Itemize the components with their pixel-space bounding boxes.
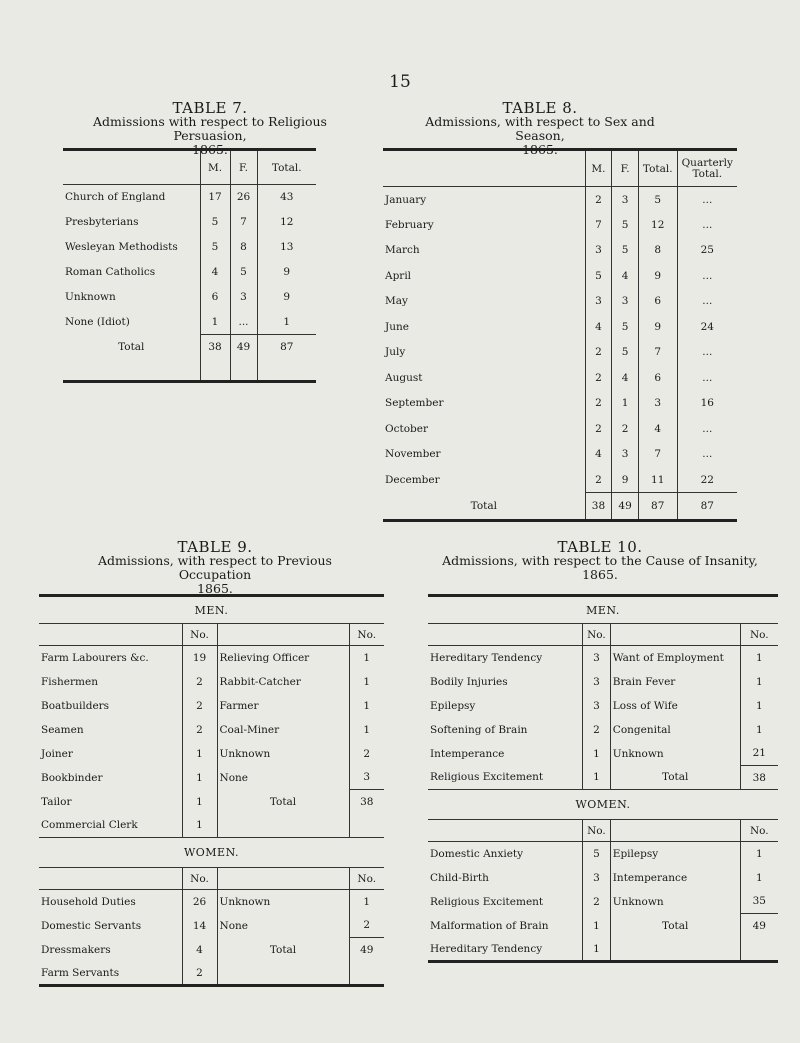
cell-no: 1 [363,723,371,736]
cell-no: 1 [755,723,763,736]
row-label: Hereditary Tendency [428,938,583,962]
table-row [428,890,778,914]
row-label: September [383,391,585,417]
cell-quarterly: ... [702,269,713,282]
table-row [428,914,778,938]
table-8-year: 1865. [522,142,558,157]
cell-no: 1 [755,871,763,884]
cell-total: 8 [638,238,677,264]
table-row [428,694,778,718]
header-no-left: No. [182,868,217,890]
row-label: June [383,314,585,340]
table-10-year: 1865. [582,567,618,582]
cell-total: 13 [280,241,294,253]
cell-f: 4 [612,365,639,391]
row-label: Roman Catholics [63,260,200,285]
table-row [63,285,316,310]
row-label: Seamen [39,718,182,742]
row-label: Household Duties [39,890,182,914]
table-9-year: 1865. [197,581,233,596]
cell-m: 5 [200,210,230,235]
table-row [428,938,778,962]
header-total: Total. [257,150,316,185]
cell-f: ... [230,310,257,335]
women-heading: WOMEN. [39,838,384,868]
table-row [428,742,778,766]
table-9 [39,594,384,987]
table-10-caption [410,540,790,582]
cell-quarterly: ... [702,346,713,359]
row-label: Coal-Miner [217,718,349,742]
cell-m: 3 [585,238,612,264]
row-label: July [383,340,585,366]
empty-cell [740,938,778,962]
empty-cell [349,814,384,838]
cell-total: 7 [638,340,677,366]
row-label: Bookbinder [39,766,182,790]
cell-f: 5 [612,238,639,264]
cell-no: 5 [583,842,611,866]
total-value: 38 [349,790,384,814]
row-label: Presbyterians [63,210,200,235]
table-row [39,646,384,670]
header-quarterly: Quarterly Total. [677,150,737,187]
cell-f: 3 [612,442,639,468]
cell-no: 2 [182,670,217,694]
cell-quarterly: ... [702,371,713,384]
cell-total: 3 [638,391,677,417]
empty-cell [349,962,384,986]
cell-f: 1 [612,391,639,417]
cell-no: 2 [583,890,611,914]
table-row [383,340,737,366]
total-label: Total [217,938,349,962]
row-label: None [217,914,349,938]
total-t: 87 [638,493,677,521]
row-label: Commercial Clerk [39,814,182,838]
cell-m: 7 [585,212,612,238]
cell-no: 1 [755,699,763,712]
cell-no: 35 [752,895,766,908]
cell-no: 1 [583,914,611,938]
cell-m: 2 [585,467,612,493]
row-label: Child-Birth [428,866,583,890]
header-no-right: No. [349,868,384,890]
cell-total: 6 [638,289,677,315]
row-label: None (Idiot) [63,310,200,335]
cell-f: 4 [612,263,639,289]
row-label: Loss of Wife [610,694,740,718]
total-value: 38 [740,766,778,790]
cell-quarterly: 24 [700,320,714,333]
cell-m: 4 [585,442,612,468]
table-10-title: TABLE 10. [557,538,643,556]
row-label: None [217,766,349,790]
table-row [383,467,737,493]
cell-total: 12 [280,216,294,228]
total-value: 49 [349,938,384,962]
row-label: Religious Excitement [428,766,583,790]
cell-f: 5 [612,340,639,366]
table-row [39,694,384,718]
men-heading: MEN. [428,596,778,624]
cell-no: 1 [182,814,217,838]
cell-total: 9 [283,266,291,278]
cell-m: 17 [200,185,230,210]
header-m: M. [200,150,230,185]
table-row [383,238,737,264]
cell-total: 43 [280,191,294,204]
total-q: 87 [677,493,737,521]
cell-quarterly: ... [702,218,713,231]
header-no-left: No. [583,820,611,842]
row-label: February [383,212,585,238]
table-row [383,314,737,340]
cell-total: 6 [638,365,677,391]
row-label: Farm Servants [39,962,182,986]
total-t: 87 [257,335,316,360]
row-label: Farm Labourers &c. [39,646,182,670]
cell-quarterly: 25 [700,244,714,257]
table-9-title: TABLE 9. [177,538,253,556]
table-row-total [383,493,737,521]
cell-no: 1 [583,766,611,790]
header-f: F. [230,150,257,185]
cell-no: 2 [363,919,371,932]
cell-no: 1 [363,651,371,664]
row-label: January [383,187,585,213]
cell-quarterly: ... [702,422,713,435]
cell-f: 3 [230,285,257,310]
cell-no: 3 [583,646,611,670]
cell-m: 2 [585,187,612,213]
row-label: November [383,442,585,468]
total-label: Total [383,493,585,521]
header-no-left: No. [182,624,217,646]
row-label: Malformation of Brain [428,914,583,938]
total-label: Total [610,914,740,938]
cell-f: 5 [612,314,639,340]
row-label: Brain Fever [610,670,740,694]
table-row [39,814,384,838]
cell-m: 5 [585,263,612,289]
header-m: M. [585,150,612,187]
cell-quarterly: 22 [700,473,714,486]
table-10-subtitle: Admissions, with respect to the Cause of Insanity, [442,553,758,568]
total-label: Total [610,766,740,790]
table-row [39,914,384,938]
table-row [39,766,384,790]
table-9-subtitle: Admissions, with respect to Previous Occupation [98,553,332,582]
row-label: Epilepsy [428,694,583,718]
cell-no: 1 [755,847,763,860]
table-row [428,646,778,670]
table-row [63,310,316,335]
cell-total: 9 [638,314,677,340]
cell-no: 2 [182,718,217,742]
cell-total: 4 [638,416,677,442]
empty-cell [610,938,740,962]
cell-no: 3 [363,771,371,784]
cell-f: 7 [230,210,257,235]
header-blank [63,150,200,185]
table-row [39,742,384,766]
table-row [383,391,737,417]
table-row [39,718,384,742]
row-label: Church of England [63,185,200,210]
table-row [383,263,737,289]
table-row [383,212,737,238]
row-label: Unknown [610,742,740,766]
row-label: Softening of Brain [428,718,583,742]
cell-total: 11 [638,467,677,493]
table-row [383,442,737,468]
row-label: Boatbuilders [39,694,182,718]
row-label: Domestic Servants [39,914,182,938]
table-7-year: 1865. [192,142,228,157]
row-label: April [383,263,585,289]
table-row [383,289,737,315]
total-m: 38 [585,493,612,521]
table-row-total [63,335,316,360]
table-8 [383,148,737,522]
cell-no: 1 [182,742,217,766]
header-blank [383,150,585,187]
cell-quarterly: ... [702,193,713,206]
row-label: Religious Excitement [428,890,583,914]
table-7-title: TABLE 7. [172,99,248,117]
table-row [63,260,316,285]
page-number: 15 [389,72,411,92]
cell-no: 2 [182,962,217,986]
row-label: December [383,467,585,493]
cell-quarterly: 16 [700,397,714,410]
cell-f: 5 [230,260,257,285]
cell-no: 1 [583,742,611,766]
cell-no: 3 [583,694,611,718]
table-row [63,235,316,260]
cell-m: 6 [200,285,230,310]
cell-m: 1 [200,310,230,335]
empty-cell [217,962,349,986]
table-10 [428,594,778,963]
cell-f: 2 [612,416,639,442]
cell-total: 5 [638,187,677,213]
table-row [39,962,384,986]
cell-m: 2 [585,391,612,417]
men-heading: MEN. [39,596,384,624]
cell-no: 1 [363,699,371,712]
cell-no: 3 [583,866,611,890]
cell-no: 4 [182,938,217,962]
row-label: Bodily Injuries [428,670,583,694]
cell-no: 3 [583,670,611,694]
row-label: Rabbit-Catcher [217,670,349,694]
header-total: Total. [638,150,677,187]
row-label: Tailor [39,790,182,814]
cell-quarterly: ... [702,448,713,461]
row-label: Fishermen [39,670,182,694]
table-row [63,185,316,210]
cell-total: 12 [638,212,677,238]
row-label: October [383,416,585,442]
row-label: Wesleyan Methodists [63,235,200,260]
table-9-caption [60,540,370,596]
cell-m: 5 [200,235,230,260]
table-row [39,890,384,914]
row-label: Intemperance [610,866,740,890]
cell-f: 5 [612,212,639,238]
row-label: Intemperance [428,742,583,766]
cell-no: 1 [182,790,217,814]
cell-no: 1 [363,675,371,688]
cell-no: 2 [363,747,371,760]
total-label: Total [63,335,200,360]
row-label: March [383,238,585,264]
cell-total: 9 [638,263,677,289]
total-f: 49 [230,335,257,360]
cell-f: 8 [230,235,257,260]
cell-no: 1 [182,766,217,790]
table-row [39,938,384,962]
table-row [428,718,778,742]
cell-f: 3 [612,187,639,213]
cell-f: 9 [612,467,639,493]
row-label: Congenital [610,718,740,742]
header-no-right: No. [740,820,778,842]
table-row [428,670,778,694]
table-row [383,416,737,442]
cell-no: 1 [363,895,371,908]
total-m: 38 [200,335,230,360]
table-row [428,842,778,866]
women-heading: WOMEN. [428,790,778,820]
cell-m: 3 [585,289,612,315]
table-7 [63,148,316,383]
header-no-left: No. [583,624,611,646]
row-label: Dressmakers [39,938,182,962]
cell-no: 21 [752,747,766,760]
table-row [39,670,384,694]
row-label: August [383,365,585,391]
row-label: Unknown [217,890,349,914]
row-label: Unknown [63,285,200,310]
row-label: Epilepsy [610,842,740,866]
row-label: Want of Employment [610,646,740,670]
table-row [63,210,316,235]
table-8-subtitle: Admissions, with respect to Sex and Season, [425,114,655,143]
cell-m: 2 [585,340,612,366]
table-8-title: TABLE 8. [502,99,578,117]
row-label: Unknown [610,890,740,914]
row-label: May [383,289,585,315]
table-7-subtitle: Admissions with respect to Religious Persuasion, [93,114,327,143]
total-label: Total [217,790,349,814]
header-no-right: No. [740,624,778,646]
empty-cell [217,814,349,838]
cell-no: 2 [583,718,611,742]
cell-total: 1 [283,315,291,328]
total-f: 49 [612,493,639,521]
total-value: 49 [740,914,778,938]
cell-m: 2 [585,365,612,391]
row-label: Domestic Anxiety [428,842,583,866]
table-row [428,866,778,890]
cell-total: 7 [638,442,677,468]
header-f: F. [612,150,639,187]
row-label: Hereditary Tendency [428,646,583,670]
cell-f: 3 [612,289,639,315]
cell-f: 26 [230,185,257,210]
row-label: Relieving Officer [217,646,349,670]
cell-total: 9 [283,291,291,303]
cell-no: 1 [755,651,763,664]
row-label: Farmer [217,694,349,718]
cell-m: 4 [200,260,230,285]
header-no-right: No. [349,624,384,646]
table-row [383,187,737,213]
table-row [428,766,778,790]
row-label: Unknown [217,742,349,766]
row-label: Joiner [39,742,182,766]
cell-no: 26 [182,890,217,914]
cell-m: 2 [585,416,612,442]
cell-no: 1 [755,675,763,688]
cell-no: 2 [182,694,217,718]
cell-no: 14 [182,914,217,938]
table-row [383,365,737,391]
table-row [39,790,384,814]
cell-m: 4 [585,314,612,340]
cell-quarterly: ... [702,295,713,308]
cell-no: 1 [583,938,611,962]
cell-no: 19 [182,646,217,670]
